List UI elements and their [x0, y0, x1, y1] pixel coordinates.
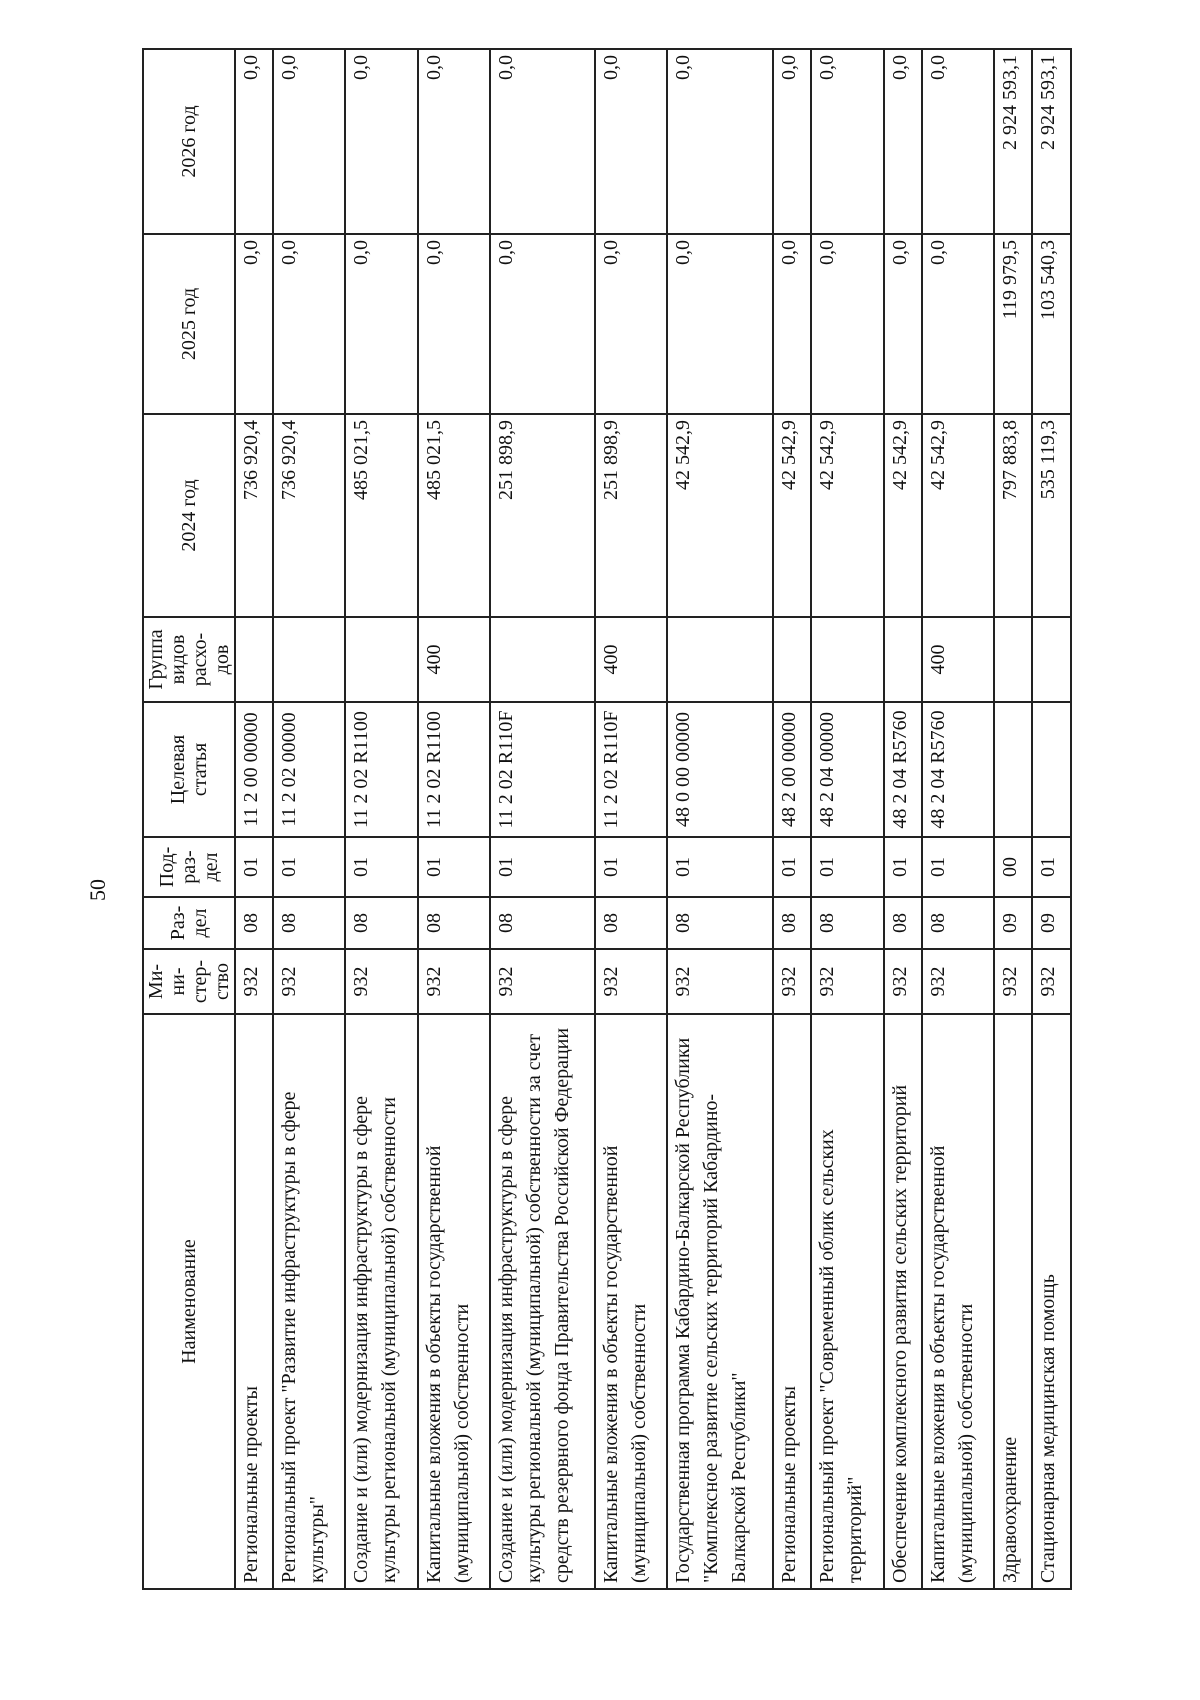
cell-target: 48 2 04 00000 — [811, 702, 883, 837]
cell-subsection: 01 — [811, 837, 883, 897]
cell-2026: 0,0 — [811, 49, 883, 234]
cell-expense-group — [994, 617, 1032, 702]
cell-2024: 42 542,9 — [922, 414, 994, 617]
cell-name: Создание и (или) модернизация инфраструктуры в сфере культуры региональной (муниципальной) собственности — [345, 1014, 417, 1589]
cell-target: 11 2 02 00000 — [273, 702, 345, 837]
cell-ministry: 932 — [273, 949, 345, 1014]
header-section: Раз-дел — [143, 897, 235, 949]
cell-2024: 736 920,4 — [235, 414, 273, 617]
cell-ministry: 932 — [490, 949, 596, 1014]
cell-ministry: 932 — [922, 949, 994, 1014]
cell-ministry: 932 — [667, 949, 773, 1014]
header-name: Наименование — [143, 1014, 235, 1589]
cell-section: 08 — [235, 897, 273, 949]
cell-section: 08 — [773, 897, 811, 949]
cell-subsection: 01 — [418, 837, 490, 897]
cell-expense-group: 400 — [595, 617, 667, 702]
cell-2025: 0,0 — [922, 234, 994, 414]
cell-2026: 0,0 — [773, 49, 811, 234]
cell-2026: 0,0 — [667, 49, 773, 234]
cell-ministry: 932 — [1032, 949, 1071, 1014]
cell-section: 08 — [667, 897, 773, 949]
cell-name: Стационарная медицинская помощь — [1032, 1014, 1071, 1589]
cell-2024: 42 542,9 — [884, 414, 922, 617]
cell-subsection: 01 — [1032, 837, 1071, 897]
cell-target — [994, 702, 1032, 837]
cell-ministry: 932 — [345, 949, 417, 1014]
budget-table — [142, 48, 1072, 1590]
cell-subsection: 00 — [994, 837, 1032, 897]
cell-2024: 42 542,9 — [773, 414, 811, 617]
cell-2025: 0,0 — [273, 234, 345, 414]
header-2025: 2025 год — [143, 234, 235, 414]
cell-expense-group — [345, 617, 417, 702]
cell-2024: 251 898,9 — [595, 414, 667, 617]
cell-2025: 0,0 — [235, 234, 273, 414]
cell-2026: 0,0 — [922, 49, 994, 234]
cell-2026: 0,0 — [418, 49, 490, 234]
cell-2025: 0,0 — [490, 234, 596, 414]
cell-ministry: 932 — [811, 949, 883, 1014]
header-target: Целевая статья — [143, 702, 235, 837]
table-row — [418, 49, 490, 1589]
cell-2026: 0,0 — [273, 49, 345, 234]
cell-2024: 535 119,3 — [1032, 414, 1071, 617]
cell-target: 48 2 04 R5760 — [922, 702, 994, 837]
header-subsection: Под-раз-дел — [143, 837, 235, 897]
cell-name: Создание и (или) модернизация инфраструктуры в сфере культуры региональной (муниципальной) собственности за счет средств резервного фонда Правительства Российской Федерации — [490, 1014, 596, 1589]
cell-section: 08 — [811, 897, 883, 949]
cell-2024: 42 542,9 — [811, 414, 883, 617]
cell-subsection: 01 — [273, 837, 345, 897]
cell-name: Капитальные вложения в объекты государственной (муниципальной) собственности — [418, 1014, 490, 1589]
cell-2026: 2 924 593,1 — [1032, 49, 1071, 234]
cell-expense-group — [235, 617, 273, 702]
cell-name: Здравоохранение — [994, 1014, 1032, 1589]
cell-2026: 0,0 — [235, 49, 273, 234]
table-row — [922, 49, 994, 1589]
cell-subsection: 01 — [667, 837, 773, 897]
table-header-row — [143, 49, 235, 1589]
cell-subsection: 01 — [595, 837, 667, 897]
cell-2025: 0,0 — [811, 234, 883, 414]
cell-2025: 119 979,5 — [994, 234, 1032, 414]
cell-target: 11 2 02 R110F — [595, 702, 667, 837]
cell-expense-group — [490, 617, 596, 702]
cell-name: Капитальные вложения в объекты государственной (муниципальной) собственности — [922, 1014, 994, 1589]
table-row — [235, 49, 273, 1589]
cell-name: Капитальные вложения в объекты государственной (муниципальной) собственности — [595, 1014, 667, 1589]
cell-section: 08 — [595, 897, 667, 949]
cell-2024: 797 883,8 — [994, 414, 1032, 617]
cell-subsection: 01 — [490, 837, 596, 897]
table-row — [595, 49, 667, 1589]
cell-expense-group: 400 — [418, 617, 490, 702]
cell-section: 09 — [1032, 897, 1071, 949]
cell-name: Региональные проекты — [235, 1014, 273, 1589]
cell-target: 11 2 02 R1100 — [345, 702, 417, 837]
cell-ministry: 932 — [418, 949, 490, 1014]
cell-expense-group — [773, 617, 811, 702]
table-row — [345, 49, 417, 1589]
cell-section: 08 — [345, 897, 417, 949]
cell-section: 08 — [490, 897, 596, 949]
budget-table-container — [142, 50, 1072, 1590]
cell-ministry: 932 — [994, 949, 1032, 1014]
page-number: 50 — [85, 879, 110, 901]
header-expense-group: Группа видов расхо-дов — [143, 617, 235, 702]
cell-expense-group — [667, 617, 773, 702]
cell-2026: 0,0 — [884, 49, 922, 234]
cell-target: 11 2 02 R110F — [490, 702, 596, 837]
cell-expense-group — [273, 617, 345, 702]
header-2026: 2026 год — [143, 49, 235, 234]
cell-name: Региональный проект "Развитие инфраструктуры в сфере культуры" — [273, 1014, 345, 1589]
cell-ministry: 932 — [773, 949, 811, 1014]
cell-section: 08 — [922, 897, 994, 949]
cell-section: 09 — [994, 897, 1032, 949]
cell-target: 48 2 04 R5760 — [884, 702, 922, 837]
cell-2024: 485 021,5 — [345, 414, 417, 617]
cell-2025: 0,0 — [667, 234, 773, 414]
cell-2026: 0,0 — [490, 49, 596, 234]
cell-target: 48 0 00 00000 — [667, 702, 773, 837]
table-body — [235, 49, 1071, 1589]
cell-2026: 0,0 — [595, 49, 667, 234]
cell-name: Региональные проекты — [773, 1014, 811, 1589]
cell-ministry: 932 — [235, 949, 273, 1014]
header-2024: 2024 год — [143, 414, 235, 617]
table-row — [811, 49, 883, 1589]
cell-ministry: 932 — [884, 949, 922, 1014]
cell-2024: 251 898,9 — [490, 414, 596, 617]
table-row — [490, 49, 596, 1589]
cell-target — [1032, 702, 1071, 837]
cell-2025: 0,0 — [345, 234, 417, 414]
cell-ministry: 932 — [595, 949, 667, 1014]
cell-name: Государственная программа Кабардино-Балкарской Республики "Комплексное развитие сельских территорий Кабардино-Балкарской Республики" — [667, 1014, 773, 1589]
header-ministry: Ми-ни-стер-ство — [143, 949, 235, 1014]
table-row — [1032, 49, 1071, 1589]
table-row — [273, 49, 345, 1589]
cell-2025: 0,0 — [595, 234, 667, 414]
cell-expense-group — [884, 617, 922, 702]
table-row — [773, 49, 811, 1589]
table-row — [884, 49, 922, 1589]
cell-2025: 0,0 — [773, 234, 811, 414]
cell-subsection: 01 — [773, 837, 811, 897]
cell-section: 08 — [418, 897, 490, 949]
cell-target: 11 2 02 R1100 — [418, 702, 490, 837]
cell-subsection: 01 — [345, 837, 417, 897]
cell-2025: 103 540,3 — [1032, 234, 1071, 414]
cell-expense-group: 400 — [922, 617, 994, 702]
cell-2024: 485 021,5 — [418, 414, 490, 617]
table-row — [667, 49, 773, 1589]
cell-2026: 0,0 — [345, 49, 417, 234]
cell-subsection: 01 — [235, 837, 273, 897]
cell-2024: 42 542,9 — [667, 414, 773, 617]
cell-name: Обеспечение комплексного развития сельских территорий — [884, 1014, 922, 1589]
cell-name: Региональный проект "Современный облик сельских территорий" — [811, 1014, 883, 1589]
cell-target: 48 2 00 00000 — [773, 702, 811, 837]
cell-subsection: 01 — [884, 837, 922, 897]
cell-2026: 2 924 593,1 — [994, 49, 1032, 234]
cell-expense-group — [811, 617, 883, 702]
cell-2024: 736 920,4 — [273, 414, 345, 617]
cell-target: 11 2 00 00000 — [235, 702, 273, 837]
cell-2025: 0,0 — [418, 234, 490, 414]
cell-subsection: 01 — [922, 837, 994, 897]
cell-section: 08 — [273, 897, 345, 949]
cell-section: 08 — [884, 897, 922, 949]
cell-2025: 0,0 — [884, 234, 922, 414]
table-row — [994, 49, 1032, 1589]
cell-expense-group — [1032, 617, 1071, 702]
